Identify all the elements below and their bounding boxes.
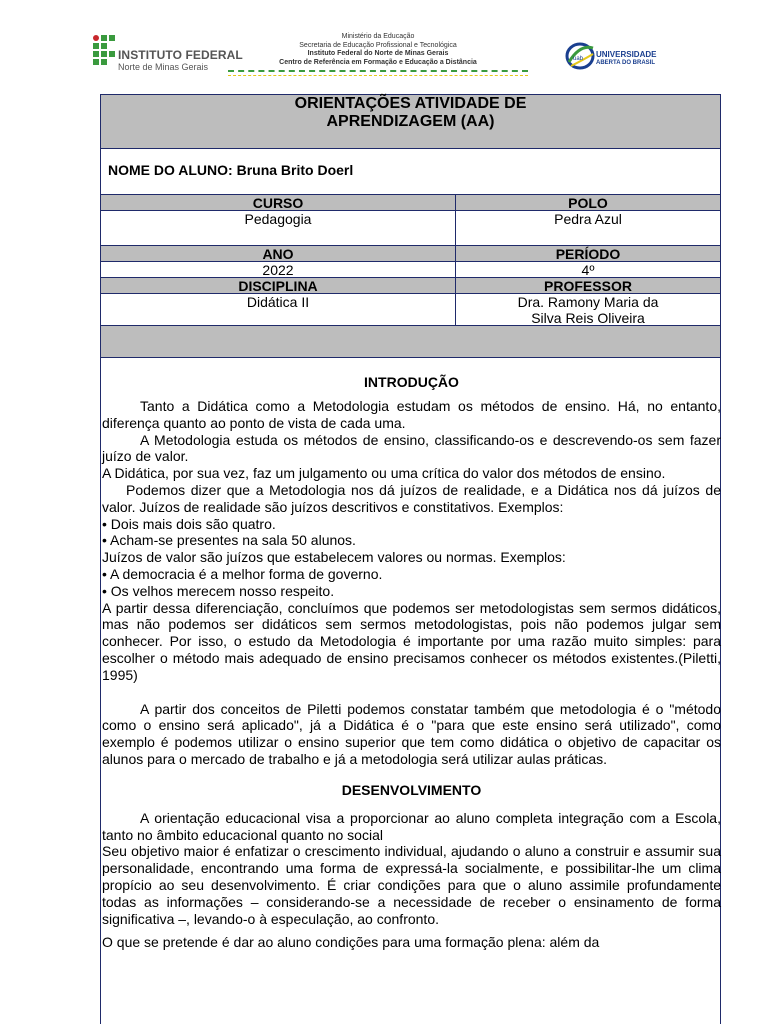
instituto-federal-grid-icon [93, 35, 115, 71]
bullet-item: • Acham-se presentes na sala 50 alunos. [102, 532, 356, 549]
ministry-line: Centro de Referência em Formação e Educação a Distância [279, 58, 477, 66]
activity-form [100, 94, 721, 1024]
blank-separator-row [101, 326, 720, 358]
polo-value: Pedra Azul [554, 211, 622, 227]
ministry-line: Secretaria de Educação Profissional e Tecnológica [299, 41, 457, 49]
periodo-label: PERÍODO [555, 246, 621, 262]
paragraph: Seu objetivo maior é enfatizar o crescimento individual, ajudando o aluno a construir e assumir sua personalidade, encontrando uma forma de expressá-la socialmente, e possibilitar-lhe um clima propício ao seu desenvolvimento. É criar condições para que o aluno assimile profundamente todas as informações – considerando-se a necessidade de receber o ensinamento de forma significativa –, levando-o à especulação, ao confronto. [102, 843, 721, 927]
professor-label: PROFESSOR [544, 278, 632, 294]
introduction-heading: INTRODUÇÃO [364, 374, 459, 390]
ano-value: 2022 [101, 262, 456, 277]
uab-logo [565, 38, 665, 74]
disciplina-value: Didática II [101, 294, 456, 325]
paragraph: Juízos de valor são juízos que estabelecem valores ou normas. Exemplos: [102, 549, 566, 566]
student-name: NOME DO ALUNO: Bruna Brito Doerl [101, 149, 720, 195]
ministry-line: Instituto Federal do Norte de Minas Gerais [307, 50, 449, 57]
form-title [101, 95, 720, 149]
ministry-heading [228, 33, 528, 76]
svg-text:uab: uab [573, 56, 584, 62]
uab-subname: ABERTA DO BRASIL [596, 60, 655, 66]
polo-label: POLO [568, 195, 608, 211]
curso-polo-header-row [101, 195, 720, 211]
uab-name: UNIVERSIDADE [596, 50, 657, 59]
curso-polo-value-row [101, 211, 720, 246]
form-title-line: APRENDIZAGEM (AA) [326, 113, 495, 130]
paragraph: A orientação educacional visa a proporcionar ao aluno completa integração com a Escola, tanto no âmbito educacional quanto no social [102, 809, 721, 843]
paragraph: A Didática, por sua vez, faz um julgamento ou uma crítica do valor dos métodos de ensino. [102, 465, 666, 482]
instituto-federal-name: INSTITUTO FEDERAL [118, 48, 243, 62]
ano-periodo-value-row [101, 262, 720, 278]
ministry-line: Ministério da Educação [341, 33, 415, 40]
professor-name-line: Dra. Ramony Maria da [517, 294, 659, 310]
paragraph: Tanto a Didática como a Metodologia estudam os métodos de ensino. Há, no entanto, diferença quanto ao ponto de vista de cada uma. [102, 398, 721, 431]
disciplina-professor-header-row [101, 278, 720, 294]
development-heading: DESENVOLVIMENTO [341, 781, 482, 798]
curso-value: Pedagogia [101, 211, 456, 245]
form-title-line: ORIENTAÇÕES ATIVIDADE DE [294, 95, 527, 112]
disciplina-label: DISCIPLINA [101, 278, 456, 293]
paragraph: Podemos dizer que a Metodologia nos dá juízos de realidade, e a Didática nos dá juízos de valor. Juízos de realidade são juízos descritivos e constitativos. Exemplos: [102, 481, 721, 515]
professor-value [456, 294, 720, 325]
curso-label: CURSO [101, 195, 456, 210]
ano-periodo-header-row [101, 246, 720, 262]
bullet-item: • Dois mais dois são quatro. [102, 515, 276, 532]
professor-name-line: Silva Reis Oliveira [531, 310, 645, 326]
periodo-value: 4º [581, 262, 595, 278]
ano-label: ANO [101, 246, 456, 261]
bullet-item: • A democracia é a melhor forma de governo. [102, 565, 383, 582]
paragraph: O que se pretende é dar ao aluno condições para uma formação plena: além da [102, 934, 600, 951]
activity-text [102, 358, 721, 951]
disciplina-professor-value-row [101, 294, 720, 326]
instituto-federal-logo [93, 35, 243, 75]
document-header [0, 0, 768, 88]
paragraph: A Metodologia estuda os métodos de ensino, classificando-os e descrevendo-os sem fazer juízo de valor. [102, 431, 721, 465]
bullet-item: • Os velhos merecem nosso respeito. [102, 582, 335, 599]
flag-divider [228, 70, 528, 76]
uab-emblem-icon [565, 38, 595, 74]
paragraph: A partir dos conceitos de Piletti podemos constatar também que metodologia é o "método como o ensino será aplicado", já a Didática é o "para que este ensino será utilizado", como exemplo é podemos utilizar o ensino superior que tem como didática o objetivo de capacitar os alunos para o mercado de trabalho e já a metodologia será utilizar aulas práticas. [102, 700, 721, 767]
paragraph: A partir dessa diferenciação, concluímos que podemos ser metodologistas sem sermos didáticos, mas não podemos ser didáticos sem sermos metodologistas, pois não podemos julgar sem conhecer. Por isso, o estudo da Metodologia é importante por uma razão muito simples: para escolher o método mais adequado de ensino precisamos conhecer os métodos existentes.(Piletti, 1995) [102, 599, 721, 683]
instituto-federal-subtitle: Norte de Minas Gerais [118, 62, 209, 72]
